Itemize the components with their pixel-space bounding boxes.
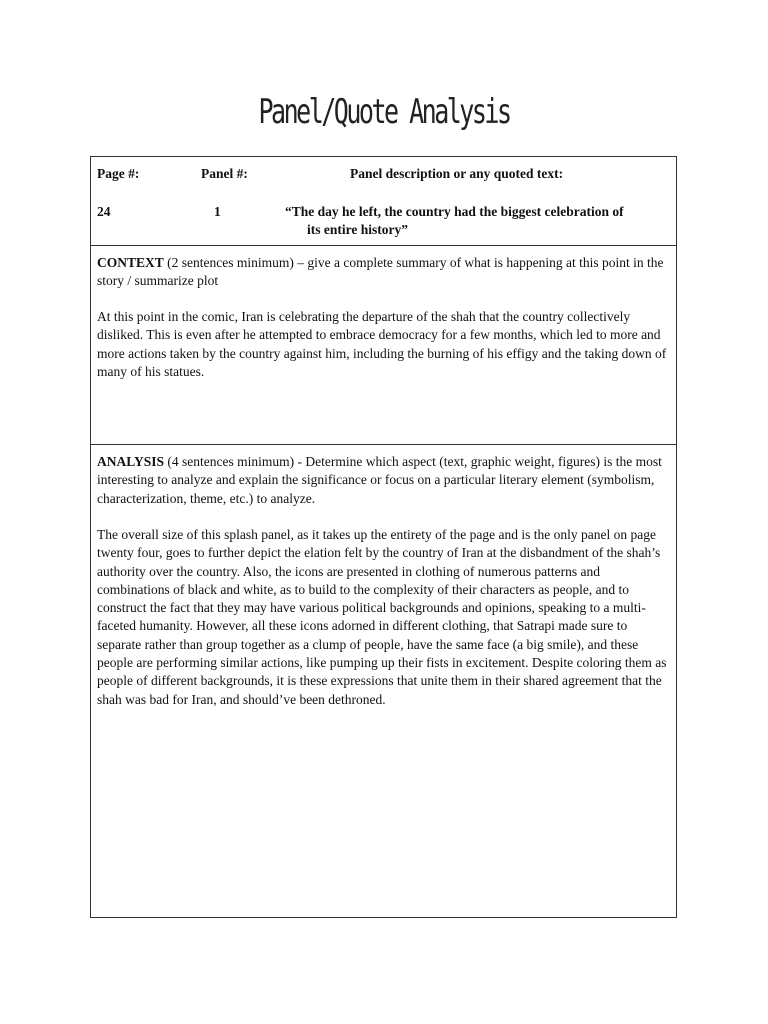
quoted-text-line-2: its entire history” — [307, 222, 408, 237]
analysis-instructions: (4 sentences minimum) - Determine which aspect (text, graphic weight, figures) is the most interesting to analyze and explain the significance or focus on a particular literary element (symbolism, characterization, theme, etc.) to analyze. — [97, 454, 662, 506]
panel-number-value: 1 — [214, 204, 221, 219]
analysis-answer: The overall size of this splash panel, as it takes up the entirety of the page and is the only panel on page twenty four, goes to further depict the elation felt by the country of Iran at the disbandment of the shah’s authority over the country. Also, the icons are presented in clothing of numerous patterns and combinations of black and white, as to build to the complexity of their characters as people, and to construct the fact that they may have various political backgrounds and opinions, speaking to a multi-faceted humanity. However, all these icons adorned in different clothing, that Satrapi made sure to separate rather than group together as a clump of people, have the same face (a big smile), and these people are performing similar actions, like pumping up their fists in excitement. Despite coloring them as people of different backgrounds, it is these expressions that unite them in their shared agreement that the shah was bad for Iran, and should’ve been dethroned. — [97, 527, 667, 707]
analysis-table — [90, 156, 677, 918]
quoted-text — [285, 203, 670, 239]
context-section — [91, 246, 676, 445]
context-instructions: (2 sentences minimum) – give a complete summary of what is happening at this point in the story / summarize plot — [97, 255, 664, 289]
analysis-label: ANALYSIS — [97, 454, 165, 469]
context-prompt — [97, 254, 670, 291]
document-title: Panel/Quote Analysis — [258, 92, 510, 132]
quoted-text-line-1: “The day he left, the country had the biggest celebration of — [285, 204, 624, 219]
analysis-prompt — [97, 453, 670, 508]
context-answer: At this point in the comic, Iran is celebrating the departure of the shah that the country collectively disliked. This is even after he attempted to embrace democracy for a few months, which led to more and more actions taken by the country against him, including the burning of his effigy and the taking down of many of his statues. — [97, 309, 667, 379]
analysis-section — [91, 445, 676, 917]
panel-description-label: Panel description or any quoted text: — [350, 166, 564, 181]
header-row — [91, 157, 676, 246]
context-label: CONTEXT — [97, 255, 164, 270]
panel-number-label: Panel #: — [201, 166, 248, 181]
page-number-label: Page #: — [97, 166, 140, 181]
page-number-value: 24 — [97, 204, 111, 219]
